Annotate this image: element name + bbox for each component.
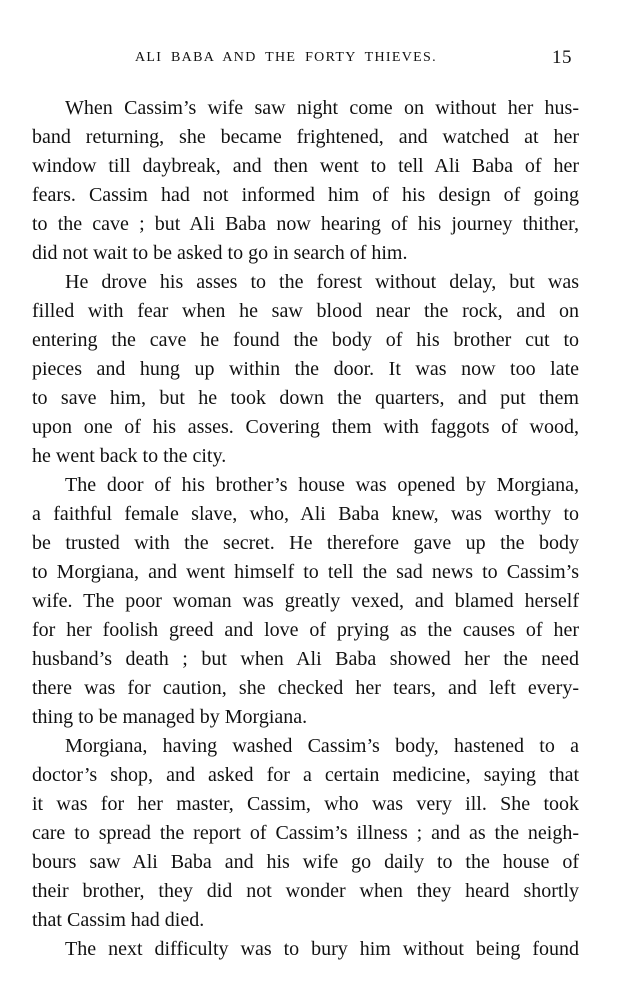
text-line: husband’s death ; but when Ali Baba showed her the need	[32, 648, 579, 670]
page-number: 15	[552, 47, 572, 68]
text-line: to save him, but he took down the quarters, and put them	[32, 387, 579, 409]
running-title: ALI BABA AND THE FORTY THIEVES.	[135, 50, 437, 65]
text-line: The next difficulty was to bury him without being found	[65, 938, 579, 960]
text-line: doctor’s shop, and asked for a certain medicine, saying that	[32, 764, 579, 786]
body-text	[32, 94, 579, 964]
text-line: thing to be managed by Morgiana.	[32, 706, 308, 728]
text-line: upon one of his asses. Covering them with faggots of wood,	[32, 416, 579, 438]
text-line: for her foolish greed and love of prying as the causes of her	[32, 619, 579, 641]
text-line: their brother, they did not wonder when they heard shortly	[32, 880, 579, 902]
text-line: he went back to the city.	[32, 445, 227, 467]
text-line: When Cassim’s wife saw night come on without her hus-	[65, 97, 579, 119]
text-line: a faithful female slave, who, Ali Baba knew, was worthy to	[32, 503, 579, 525]
text-line: pieces and hung up within the door. It was now too late	[32, 358, 579, 380]
text-line: The door of his brother’s house was opened by Morgiana,	[65, 474, 579, 496]
text-line: did not wait to be asked to go in search of him.	[32, 242, 408, 264]
text-line: fears. Cassim had not informed him of his design of going	[32, 184, 579, 206]
text-line: there was for caution, she checked her tears, and left every-	[32, 677, 579, 699]
text-line: care to spread the report of Cassim’s illness ; and as the neigh-	[32, 822, 579, 844]
text-line: window till daybreak, and then went to tell Ali Baba of her	[32, 155, 579, 177]
text-line: entering the cave he found the body of his brother cut to	[32, 329, 579, 351]
text-line: He drove his asses to the forest without delay, but was	[65, 271, 579, 293]
text-line: that Cassim had died.	[32, 909, 205, 931]
text-line: it was for her master, Cassim, who was very ill. She took	[32, 793, 579, 815]
text-line: to the cave ; but Ali Baba now hearing of his journey thither,	[32, 213, 579, 235]
text-line: band returning, she became frightened, and watched at her	[32, 126, 579, 148]
text-line: Morgiana, having washed Cassim’s body, hastened to a	[65, 735, 579, 757]
text-line: bours saw Ali Baba and his wife go daily to the house of	[32, 851, 579, 873]
text-line: to Morgiana, and went himself to tell the sad news to Cassim’s	[32, 561, 579, 583]
text-line: wife. The poor woman was greatly vexed, and blamed herself	[32, 590, 579, 612]
text-line: be trusted with the secret. He therefore gave up the body	[32, 532, 579, 554]
text-line: filled with fear when he saw blood near the rock, and on	[32, 300, 579, 322]
